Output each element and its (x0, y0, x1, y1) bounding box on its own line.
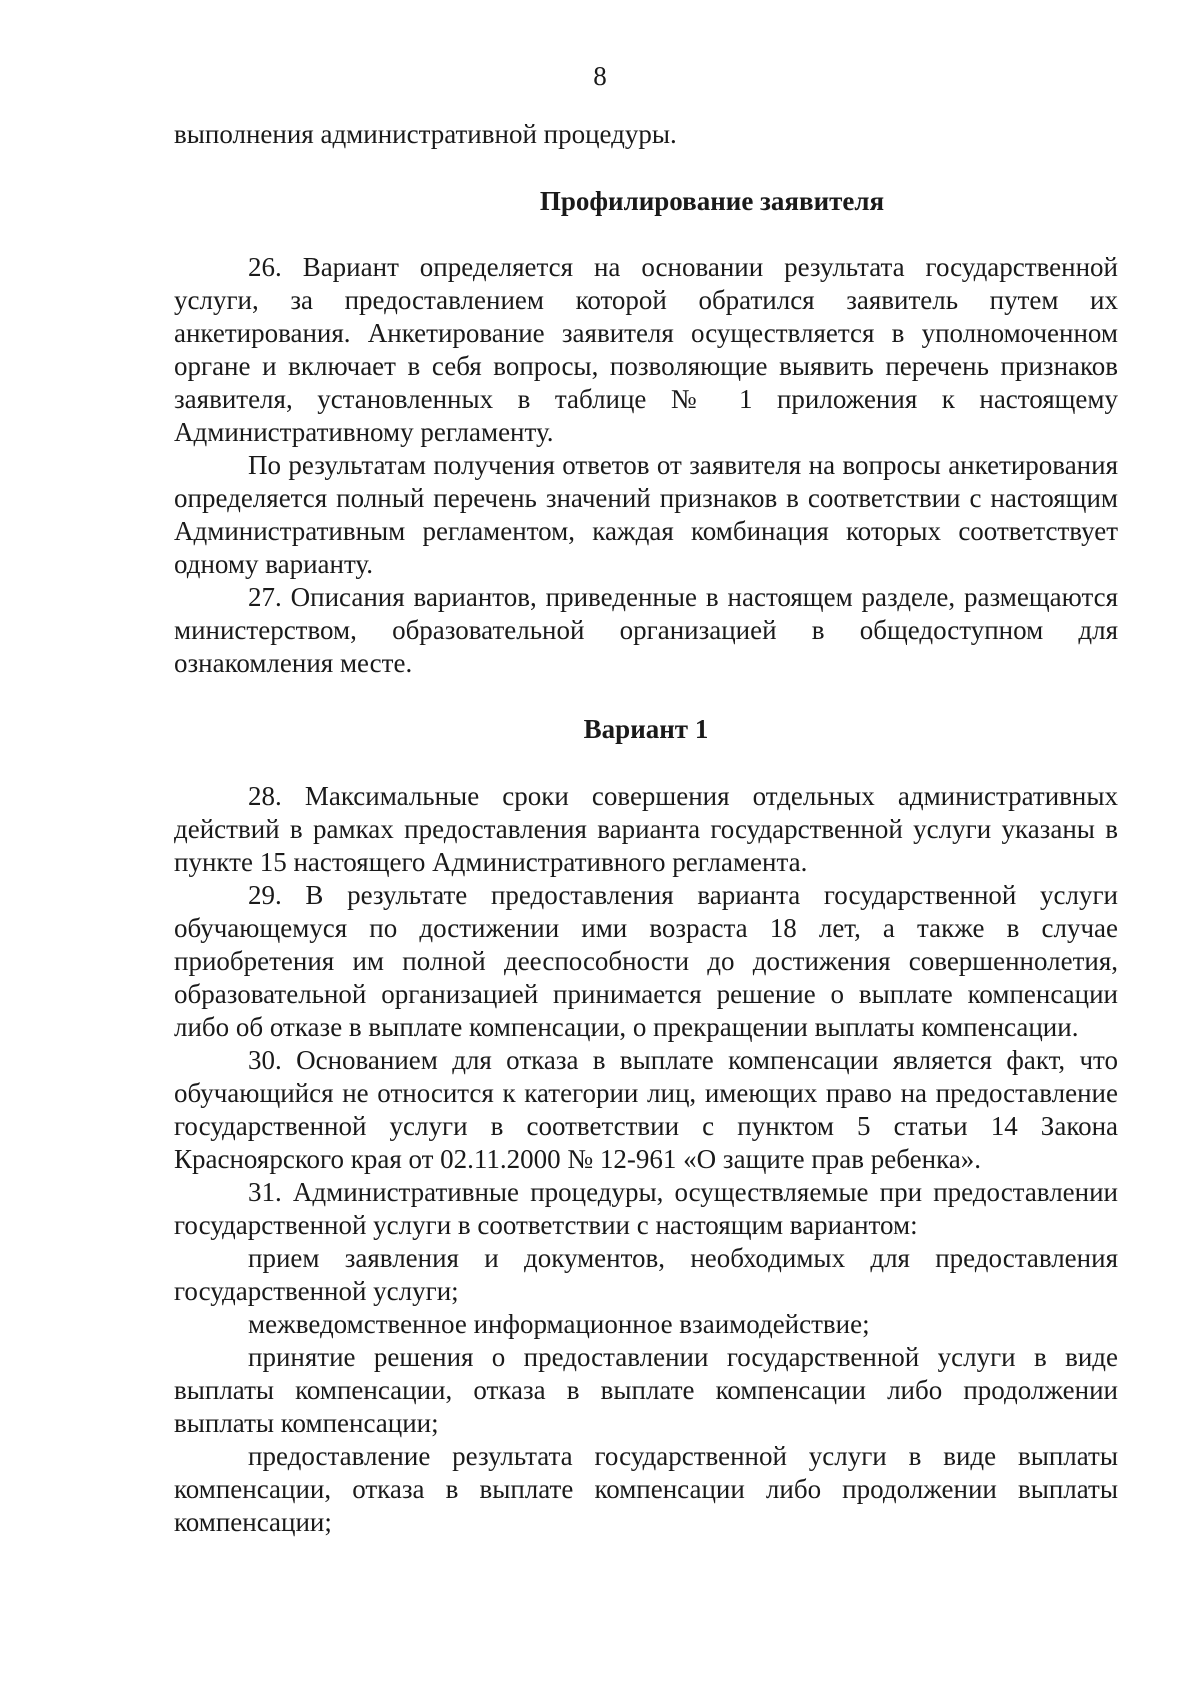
procedure-item: межведомственное информационное взаимодействие; (248, 1309, 870, 1339)
intro-fragment: выполнения административной процедуры. (174, 119, 677, 149)
paragraph-29: 29. В результате предоставления варианта государственной услуги обучающемуся по достижении ими возраста 18 лет, а также в случае приобретения им полной дееспособности до достижения совершеннолетия, образовательной организацией принимается решение о выплате компенсации либо об отказе в выплате компенсации, о прекращении выплаты компенсации. (174, 880, 1118, 1042)
paragraph-28: 28. Максимальные сроки совершения отдельных административных действий в рамках предоставления варианта государственной услуги указаны в пункте 15 настоящего Административного регламента. (174, 781, 1118, 877)
paragraph-27: 27. Описания вариантов, приведенные в настоящем разделе, размещаются министерством, образовательной организацией в общедоступном для ознакомления месте. (174, 582, 1118, 678)
paragraph-26-continued: По результатам получения ответов от заявителя на вопросы анкетирования определяется полный перечень значений признаков в соответствии с настоящим Административным регламентом, каждая комбинация которых соответствует одному варианту. (174, 450, 1118, 579)
paragraph-26: 26. Вариант определяется на основании результата государственной услуги, за предоставлением которой обратился заявитель путем их анкетирования. Анкетирование заявителя осуществляется в уполномоченном органе и включает в себя вопросы, позволяющие выявить перечень признаков заявителя, установленных в таблице № 1 приложения к настоящему Административному регламенту. (174, 252, 1118, 447)
procedure-item: предоставление результата государственной услуги в виде выплаты компенсации, отказа в выплате компенсации либо продолжении выплаты компенсации; (174, 1441, 1118, 1537)
procedure-item: прием заявления и документов, необходимых для предоставления государственной услуги; (174, 1243, 1118, 1306)
heading-variant-1: Вариант 1 (583, 714, 709, 744)
document-body (174, 118, 1118, 1539)
paragraph-30: 30. Основанием для отказа в выплате компенсации является факт, что обучающийся не относится к категории лиц, имеющих право на предоставление государственной услуги в соответствии с пунктом 5 статьи 14 Закона Красноярского края от 02.11.2000 № 12-961 «О защите прав ребенка». (174, 1045, 1118, 1174)
heading-profiling: Профилирование заявителя (539, 186, 885, 216)
paragraph-31: 31. Административные процедуры, осуществляемые при предоставлении государственной услуги в соответствии с настоящим вариантом: (174, 1177, 1118, 1240)
procedure-item: принятие решения о предоставлении государственной услуги в виде выплаты компенсации, отказа в выплате компенсации либо продолжении выплаты компенсации; (174, 1342, 1118, 1438)
page-number: 8 (593, 61, 607, 91)
